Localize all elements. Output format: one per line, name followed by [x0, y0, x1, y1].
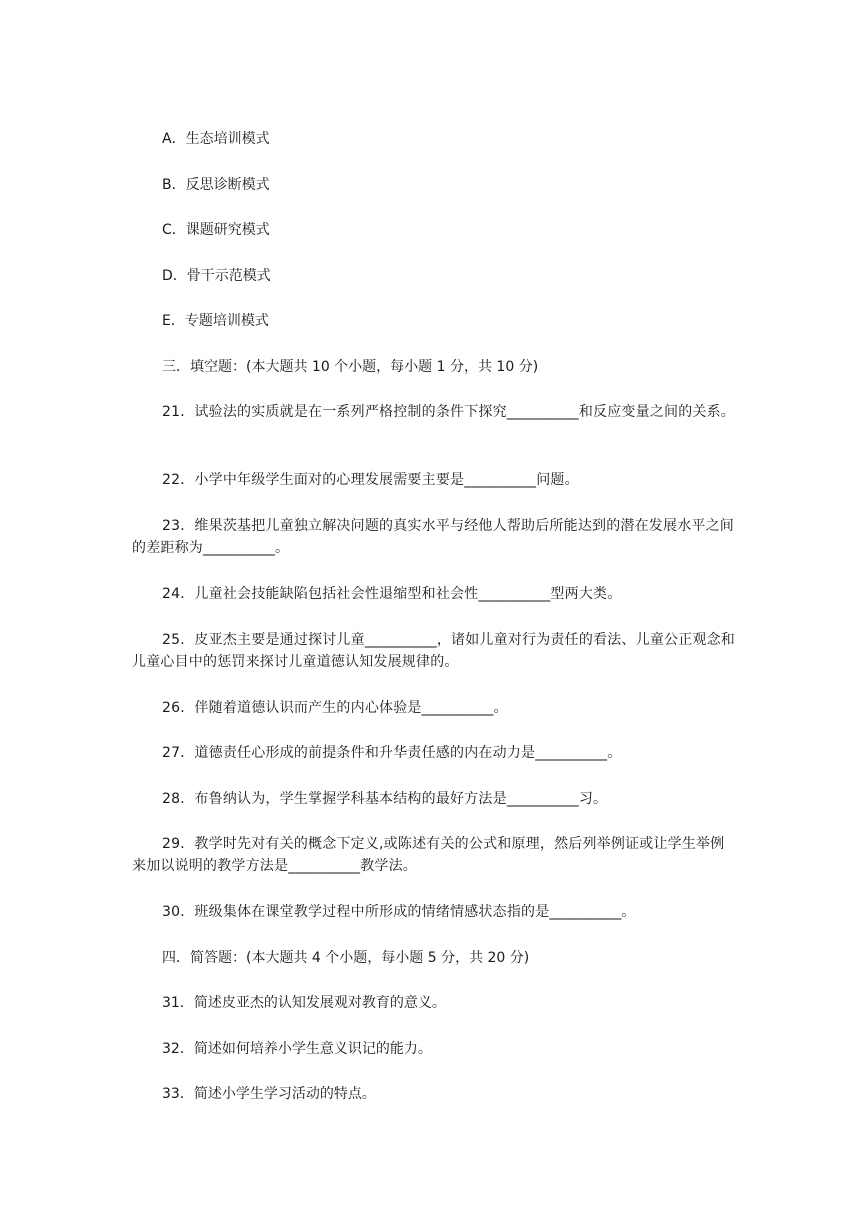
- question-21: 21．试验法的实质就是在一系列严格控制的条件下探究__________和反应变量之间的关系。: [162, 404, 736, 420]
- option-e: E．专题培训模式: [162, 313, 269, 329]
- section4-heading: 四．简答题：(本大题共 4 个小题，每小题 5 分，共 20 分): [162, 950, 530, 966]
- question-30: 30．班级集体在课堂教学过程中所形成的情绪情感状态指的是__________。: [162, 904, 636, 920]
- question-29: 29．教学时先对有关的概念下定义,或陈述有关的公式和原理，然后列举例证或让学生举例来加以说明的教学方法是__________教学法。: [132, 836, 725, 874]
- question-31: 31．简述皮亚杰的认知发展观对教育的意义。: [162, 995, 446, 1011]
- question-27: 27．道德责任心形成的前提条件和升华责任感的内在动力是__________。: [162, 745, 622, 761]
- option-c: C．课题研究模式: [162, 222, 270, 238]
- section3-heading: 三．填空题：(本大题共 10 个小题，每小题 1 分，共 10 分): [162, 359, 539, 375]
- question-28: 28．布鲁纳认为，学生掌握学科基本结构的最好方法是__________习。: [162, 791, 608, 807]
- option-b: B．反思诊断模式: [162, 177, 270, 193]
- question-25: 25．皮亚杰主要是通过探讨儿童__________，诸如儿童对行为责任的看法、儿童公正观念和儿童心目中的惩罚来探讨儿童道德认知发展规律的。: [132, 632, 736, 670]
- question-22: 22．小学中年级学生面对的心理发展需要主要是__________问题。: [162, 472, 579, 488]
- question-24: 24．儿童社会技能缺陷包括社会性退缩型和社会性__________型两大类。: [162, 586, 622, 602]
- question-23: 23．维果茨基把儿童独立解决问题的真实水平与经他人帮助后所能达到的潜在发展水平之间的差距称为__________。: [132, 518, 735, 556]
- question-26: 26．伴随着道德认识而产生的内心体验是__________。: [162, 700, 508, 716]
- option-a: A．生态培训模式: [162, 131, 270, 147]
- question-33: 33．简述小学生学习活动的特点。: [162, 1086, 376, 1102]
- question-32: 32．简述如何培养小学生意义识记的能力。: [162, 1041, 432, 1057]
- option-d: D．骨干示范模式: [162, 268, 271, 284]
